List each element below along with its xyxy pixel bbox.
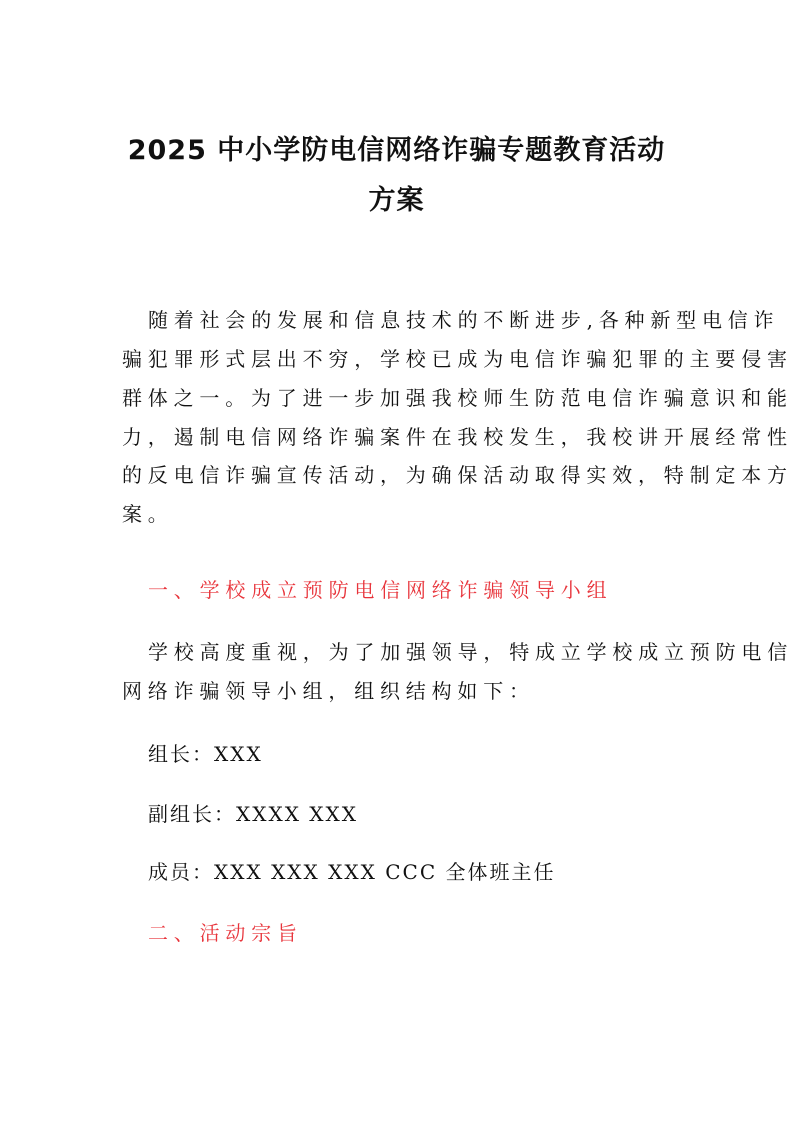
intro-line: 的反电信诈骗宣传活动，为确保活动取得实效，特制定本方: [122, 463, 793, 487]
group-leader: 组长：XXX: [148, 742, 263, 766]
intro-line: 骗犯罪形式层出不穷，学校已成为电信诈骗犯罪的主要侵害: [122, 347, 793, 371]
intro-line: 随着社会的发展和信息技术的不断进步,各种新型电信诈: [148, 308, 780, 332]
deputy-leader: 副组长：XXXX XXX: [148, 802, 359, 826]
section-1-heading: 一、学校成立预防电信网络诈骗领导小组: [148, 578, 613, 602]
section-2-heading: 二、活动宗旨: [148, 921, 303, 945]
intro-line: 案。: [122, 502, 174, 526]
members: 成员：XXX XXX XXX CCC 全体班主任: [148, 860, 556, 884]
intro-line: 群体之一。为了进一步加强我校师生防范电信诈骗意识和能: [122, 386, 793, 410]
intro-line: 力，遏制电信网络诈骗案件在我校发生，我校讲开展经常性: [122, 425, 793, 449]
section-1-line: 网络诈骗领导小组，组织结构如下：: [122, 679, 535, 703]
section-1-line: 学校高度重视，为了加强领导，特成立学校成立预防电信: [148, 640, 793, 664]
document-title-line-2: 方案: [368, 185, 425, 216]
document-title-line-1: 2025 中小学防电信网络诈骗专题教育活动: [127, 135, 666, 166]
